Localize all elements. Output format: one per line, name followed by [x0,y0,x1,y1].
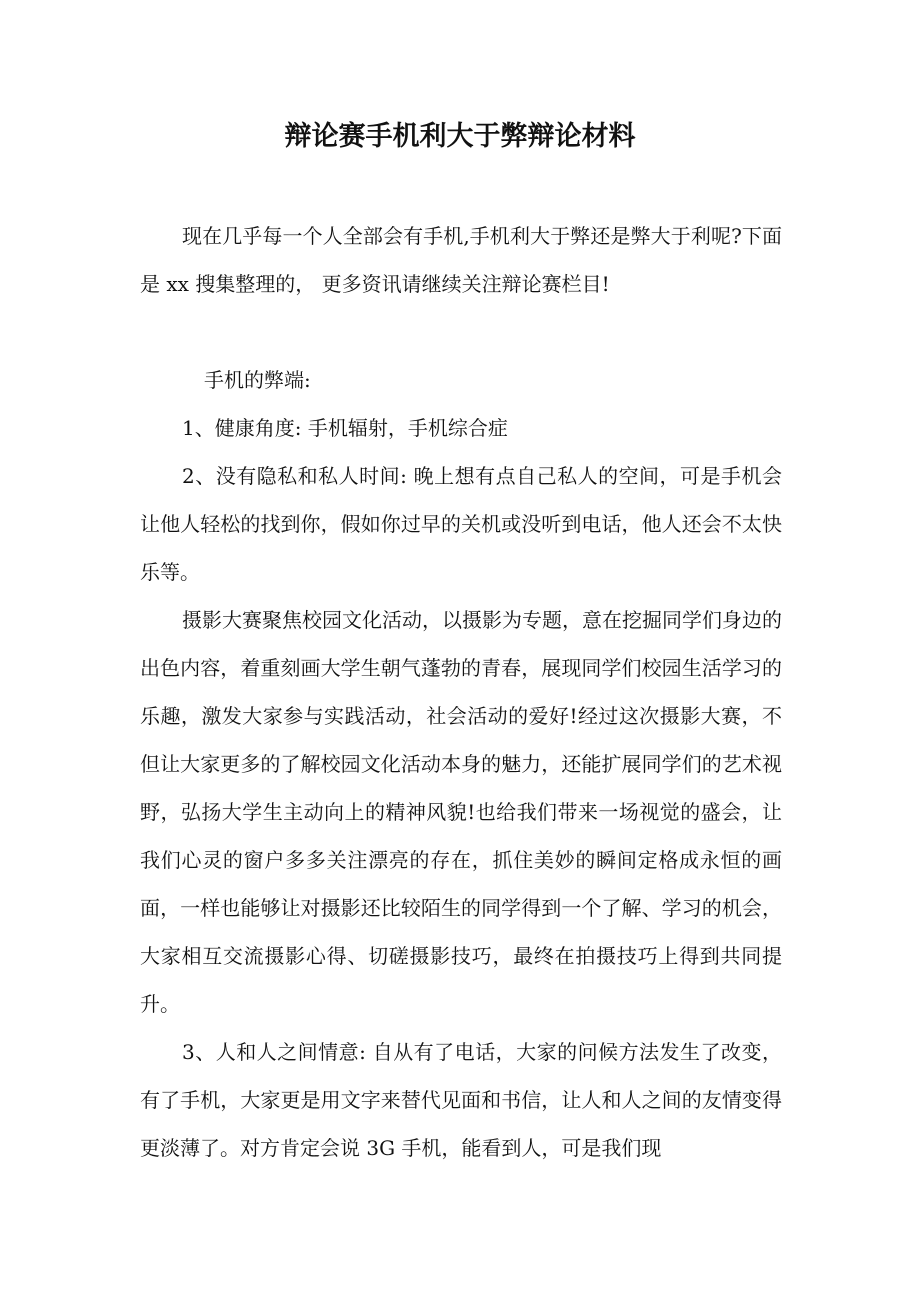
photo-contest-paragraph: 摄影大赛聚焦校园文化活动，以摄影为专题，意在挖掘同学们身边的出色内容，着重刻画大学生朝气蓬勃的青春，展现同学们校园生活学习的乐趣，激发大家参与实践活动，社会活动的爱好!经过这次摄影大赛，不但让大家更多的了解校园文化活动本身的魅力，还能扩展同学们的艺术视野，弘扬大学生主动向上的精神风貌!也给我们带来一场视觉的盛会，让我们心灵的窗户多多关注漂亮的存在，抓住美妙的瞬间定格成永恒的画面，一样也能够让对摄影还比较陌生的同学得到一个了解、学习的机会，大家相互交流摄影心得、切磋摄影技巧，最终在拍摄技巧上得到共同提升。 [140,608,782,1016]
point-1-paragraph: 1、健康角度: 手机辐射，手机综合症 [182,416,508,440]
document-title: 辩论赛手机利大于弊辩论材料 [284,121,636,152]
section-subheading: 手机的弊端: [204,368,311,392]
intro-paragraph: 现在几乎每一个人全部会有手机,手机利大于弊还是弊大于利呢?下面是 xx 搜集整理的， 更多资讯请继续关注辩论赛栏目! [140,224,782,296]
point-2-paragraph: 2、没有隐私和私人时间: 晚上想有点自己私人的空间，可是手机会让他人轻松的找到你，假如你过早的关机或没听到电话，他人还会不太快乐等。 [140,464,782,584]
point-3-paragraph: 3、人和人之间情意: 自从有了电话，大家的问候方法发生了改变，有了手机，大家更是用文字来替代见面和书信，让人和人之间的友情变得更淡薄了。对方肯定会说 3G 手机，能看到人，可是我们现 [140,1040,782,1160]
